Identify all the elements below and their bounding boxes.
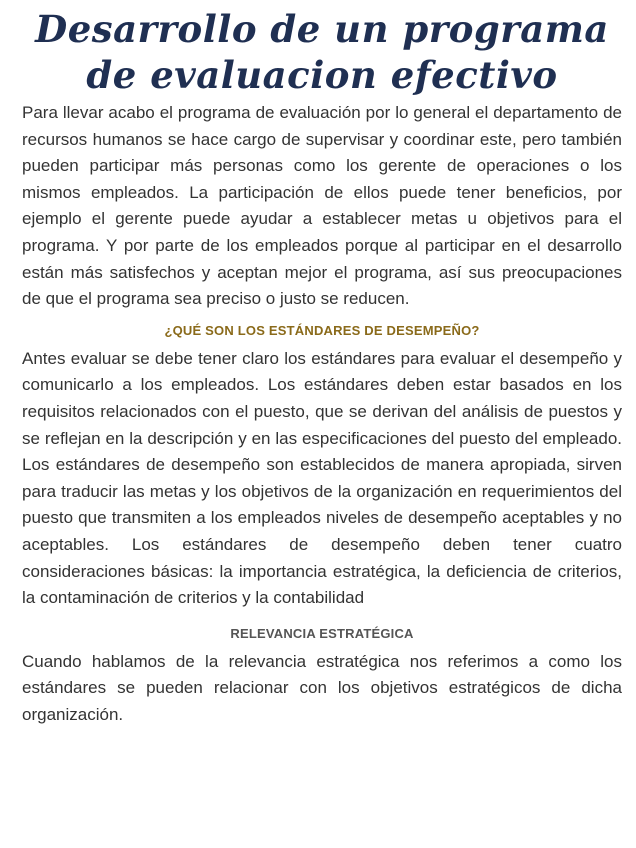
title-line-1: Desarrollo de un programa — [35, 7, 609, 51]
section-heading-standards: ¿QUÉ SON LOS ESTÁNDARES DE DESEMPEÑO? — [164, 322, 480, 338]
relevance-paragraph: Cuando hablamos de la relevancia estratégica nos referimos a como los estándares se pueden relacionar con los objetivos estratégicos de dicha organización. — [22, 651, 622, 724]
intro-paragraph: Para llevar acabo el programa de evaluación por lo general el departamento de recursos humanos se hace cargo de supervisar y coordinar este, pero también pueden participar más personas como los gerente de operaciones o los mismos empleados. La participación de ellos puede tener beneficios, por ejemplo el gerente puede ayudar a establecer metas u objetivos para el programa. Y por parte de los empleados porque al participar en el desarrollo están más satisfechos y aceptan mejor el programa, así sus preocupaciones de que el programa sea preciso o justo se reducen. — [22, 103, 622, 309]
standards-paragraph: Antes evaluar se debe tener claro los estándares para evaluar el desempeño y comunicarlo a los empleados. Los estándares deben estar basados en los requisitos relacionados con el puesto, que se derivan del análisis de puestos y se reflejan en la descripción y en las especificaciones del puesto del empleado. Los estándares de desempeño son establecidos de manera apropiada, sirven para traducir las metas y los objetivos de la organización en requerimientos del puesto que transmiten a los empleados niveles de desempeño aceptables y no aceptables. Los estándares de desempeño deben tener cuatro consideraciones básicas: la importancia estratégica, la deficiencia de criterios, la contaminación de criterios y la contabilidad — [22, 348, 622, 608]
section-heading-relevance: RELEVANCIA ESTRATÉGICA — [230, 625, 414, 641]
page-title — [22, 6, 622, 98]
title-line-2: de evaluacion efectivo — [86, 53, 558, 97]
